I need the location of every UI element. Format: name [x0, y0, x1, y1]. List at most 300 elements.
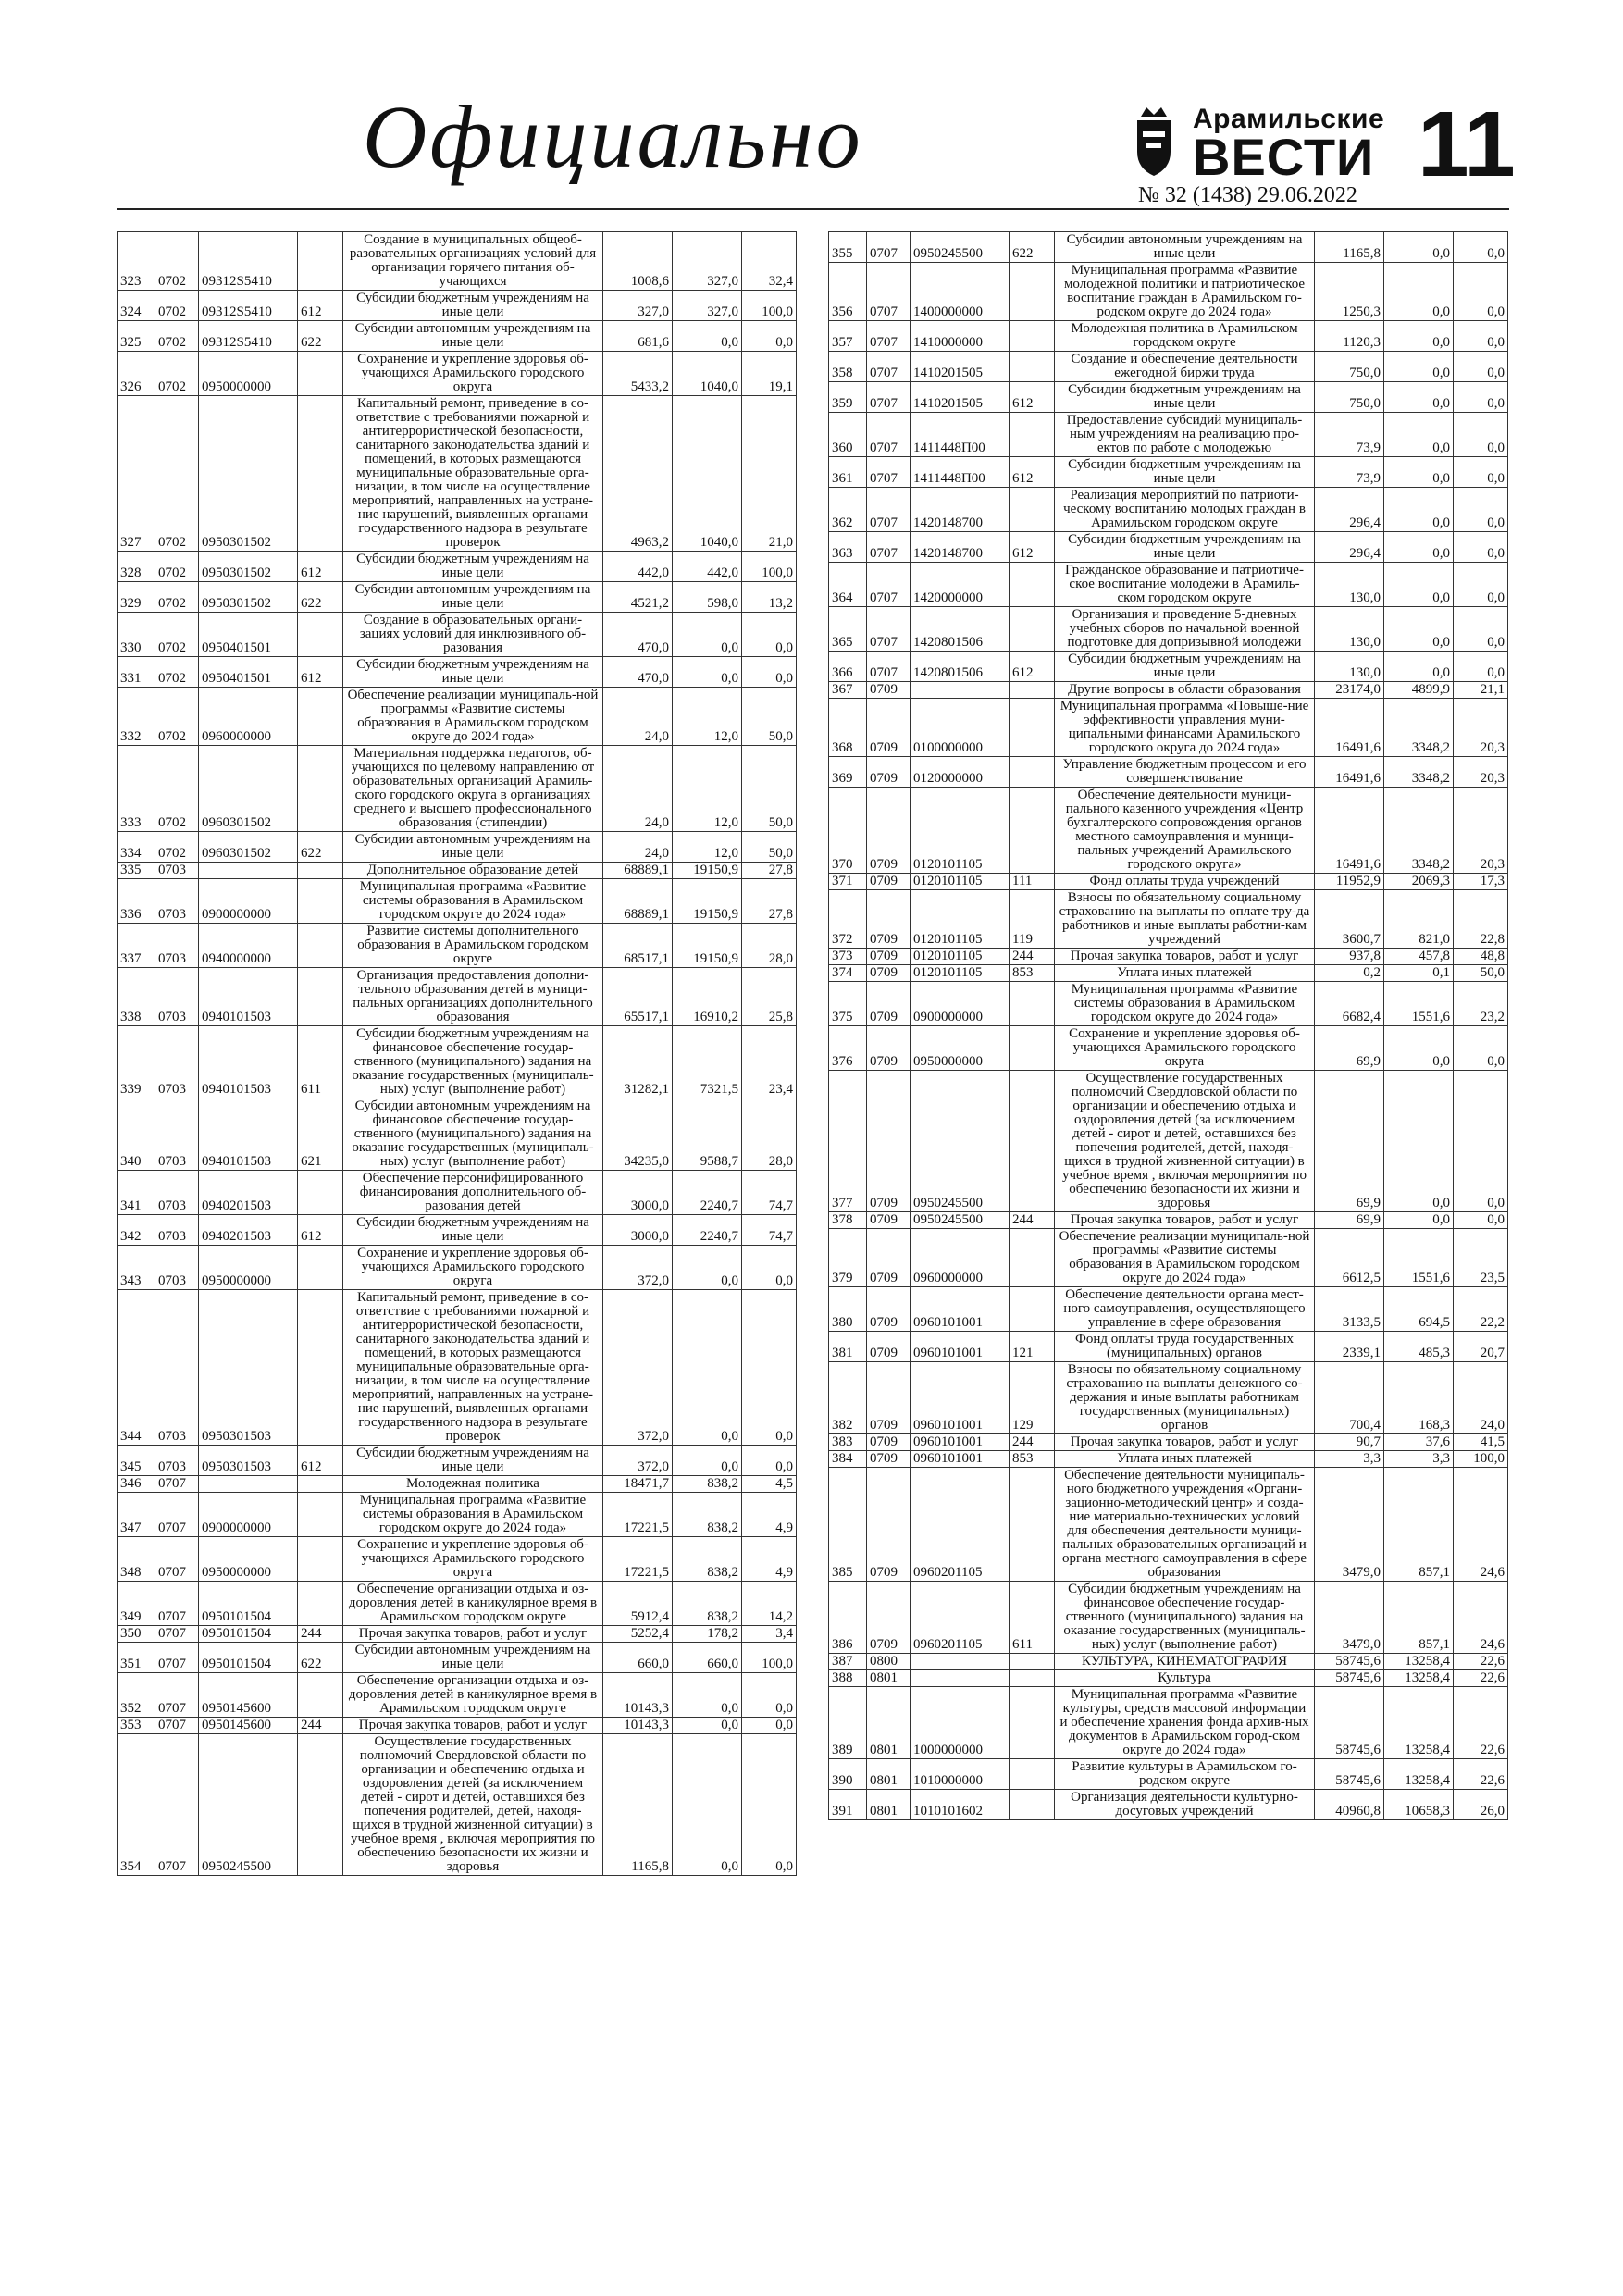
row-number: 333 [118, 746, 155, 832]
section-code: 0709 [867, 1071, 911, 1212]
row-number: 332 [118, 688, 155, 746]
table-row [118, 968, 797, 1026]
planned-amount: 3000,0 [603, 1171, 673, 1215]
row-number: 339 [118, 1026, 155, 1098]
item-name: Муниципальная программа «Развитие культуры, средств массовой информации и обеспечение хранения фонда архив-ных документов в Арамильском город-ском округе до 2024 года» [1055, 1687, 1315, 1759]
table-row [118, 1643, 797, 1673]
planned-amount: 10143,3 [603, 1673, 673, 1718]
expense-type: 622 [298, 832, 343, 863]
planned-amount: 16491,6 [1315, 699, 1384, 757]
target-code: 0900000000 [199, 1493, 298, 1537]
planned-amount: 17221,5 [603, 1493, 673, 1537]
section-code: 0703 [155, 1446, 199, 1476]
execution-percent: 28,0 [742, 924, 797, 968]
section-code: 0709 [867, 1332, 911, 1362]
target-code: 0950245500 [911, 232, 1010, 263]
expense-type: 612 [1010, 652, 1055, 682]
section-code: 0707 [867, 232, 911, 263]
planned-amount: 470,0 [603, 613, 673, 657]
item-name: КУЛЬТУРА, КИНЕМАТОГРАФИЯ [1055, 1654, 1315, 1670]
item-name: Субсидии бюджетным учреждениям на финансовое обеспечение государ-ственного (муниципального) задания на оказание государственных (муниципаль-ных) услуг (выполнение работ) [1055, 1582, 1315, 1654]
execution-percent: 17,3 [1454, 874, 1508, 890]
item-name: Обеспечение деятельности органа мест-ного самоуправления, осуществляющего управление в сфере образования [1055, 1287, 1315, 1332]
target-code: 0900000000 [199, 879, 298, 924]
execution-percent: 0,0 [742, 613, 797, 657]
execution-percent: 74,7 [742, 1215, 797, 1246]
target-code: 0960000000 [199, 688, 298, 746]
section-code: 0709 [867, 1212, 911, 1229]
execution-percent: 23,2 [1454, 982, 1508, 1026]
planned-amount: 31282,1 [603, 1026, 673, 1098]
item-name: Муниципальная программа «Развитие молодежной политики и патриотическое воспитание граждан в Арамильском го-родском округе до 2024 года» [1055, 263, 1315, 321]
target-code: 0120101105 [911, 874, 1010, 890]
row-number: 371 [829, 874, 867, 890]
target-code: 1411448П00 [911, 457, 1010, 488]
row-number: 352 [118, 1673, 155, 1718]
row-number: 369 [829, 757, 867, 788]
item-name: Сохранение и укрепление здоровья об-учающихся Арамильского городского округа [1055, 1026, 1315, 1071]
table-row [118, 396, 797, 552]
expense-type [298, 1171, 343, 1215]
execution-percent: 24,6 [1454, 1468, 1508, 1582]
executed-amount: 0,0 [1384, 1026, 1454, 1071]
target-code: 1420148700 [911, 532, 1010, 563]
execution-percent: 23,4 [742, 1026, 797, 1098]
planned-amount: 372,0 [603, 1446, 673, 1476]
section-code: 0709 [867, 890, 911, 949]
planned-amount: 24,0 [603, 746, 673, 832]
planned-amount: 3,3 [1315, 1451, 1384, 1468]
target-code: 1420801506 [911, 607, 1010, 652]
executed-amount: 9588,7 [673, 1098, 742, 1171]
row-number: 383 [829, 1434, 867, 1451]
page-number: 11 [1418, 93, 1516, 196]
table-row [829, 532, 1508, 563]
planned-amount: 372,0 [603, 1246, 673, 1290]
section-code: 0801 [867, 1790, 911, 1820]
expense-type [1010, 788, 1055, 874]
row-number: 382 [829, 1362, 867, 1434]
expense-type: 612 [1010, 457, 1055, 488]
expense-type: 612 [298, 1215, 343, 1246]
target-code: 0950000000 [199, 1537, 298, 1582]
item-name: Создание в муниципальных общеоб-разовательных организациях условий для организации горячего питания об-учающихся [343, 232, 603, 291]
planned-amount: 68889,1 [603, 879, 673, 924]
expense-type [298, 396, 343, 552]
item-name: Обеспечение персонифицированного финансирования дополнительного об-разования детей [343, 1171, 603, 1215]
item-name: Субсидии бюджетным учреждениям на иные цели [1055, 457, 1315, 488]
planned-amount: 34235,0 [603, 1098, 673, 1171]
execution-percent: 27,8 [742, 879, 797, 924]
row-number: 380 [829, 1287, 867, 1332]
item-name: Сохранение и укрепление здоровья об-учающихся Арамильского городского округа [343, 1537, 603, 1582]
section-code: 0702 [155, 613, 199, 657]
execution-percent: 4,9 [742, 1537, 797, 1582]
section-code: 0702 [155, 552, 199, 582]
expense-type: 612 [1010, 532, 1055, 563]
row-number: 347 [118, 1493, 155, 1537]
section-code: 0703 [155, 968, 199, 1026]
section-code: 0801 [867, 1759, 911, 1790]
item-name: Реализация мероприятий по патриоти-ческому воспитанию молодых граждан в Арамильском городском округе [1055, 488, 1315, 532]
target-code: 0960101001 [911, 1434, 1010, 1451]
item-name: Управление бюджетным процессом и его совершенствование [1055, 757, 1315, 788]
row-number: 326 [118, 352, 155, 396]
expense-type [298, 1673, 343, 1718]
target-code: 09312S5410 [199, 232, 298, 291]
execution-percent: 0,0 [1454, 321, 1508, 352]
planned-amount: 11952,9 [1315, 874, 1384, 890]
target-code: 0950101504 [199, 1643, 298, 1673]
item-name: Фонд оплаты труда учреждений [1055, 874, 1315, 890]
expense-type: 622 [1010, 232, 1055, 263]
executed-amount: 19150,9 [673, 924, 742, 968]
target-code: 0960101001 [911, 1362, 1010, 1434]
target-code: 0950401501 [199, 613, 298, 657]
item-name: Уплата иных платежей [1055, 1451, 1315, 1468]
section-code: 0709 [867, 682, 911, 699]
table-row [829, 699, 1508, 757]
table-row [829, 1790, 1508, 1820]
target-code: 0950000000 [199, 352, 298, 396]
planned-amount: 69,9 [1315, 1071, 1384, 1212]
execution-percent: 22,6 [1454, 1687, 1508, 1759]
section-code: 0707 [155, 1476, 199, 1493]
execution-percent: 0,0 [742, 1734, 797, 1876]
section-code: 0709 [867, 1434, 911, 1451]
target-code: 1411448П00 [911, 413, 1010, 457]
table-row [829, 652, 1508, 682]
expense-type [1010, 757, 1055, 788]
table-row [829, 982, 1508, 1026]
execution-percent: 3,4 [742, 1626, 797, 1643]
target-code: 1410000000 [911, 321, 1010, 352]
left-column [117, 231, 797, 1876]
execution-percent: 25,8 [742, 968, 797, 1026]
row-number: 388 [829, 1670, 867, 1687]
target-code: 0940201503 [199, 1171, 298, 1215]
table-row [829, 232, 1508, 263]
item-name: Взносы по обязательному социальному страхованию на выплаты денежного со-держания и иные выплаты работникам государственных (муниципальных) органов [1055, 1362, 1315, 1434]
section-code: 0707 [155, 1643, 199, 1673]
target-code: 0940101503 [199, 1026, 298, 1098]
executed-amount: 37,6 [1384, 1434, 1454, 1451]
table-row [829, 321, 1508, 352]
planned-amount: 1008,6 [603, 232, 673, 291]
planned-amount: 3133,5 [1315, 1287, 1384, 1332]
target-code: 0950145600 [199, 1673, 298, 1718]
section-code: 0707 [867, 352, 911, 382]
executed-amount: 838,2 [673, 1493, 742, 1537]
target-code: 0950301503 [199, 1446, 298, 1476]
section-code: 0707 [867, 263, 911, 321]
table-row [118, 1673, 797, 1718]
execution-percent: 27,8 [742, 863, 797, 879]
section-code: 0707 [867, 413, 911, 457]
planned-amount: 130,0 [1315, 607, 1384, 652]
executed-amount: 0,0 [673, 1718, 742, 1734]
expense-type [1010, 1759, 1055, 1790]
execution-percent: 23,5 [1454, 1229, 1508, 1287]
section-code: 0709 [867, 1582, 911, 1654]
expense-type [1010, 1654, 1055, 1670]
row-number: 343 [118, 1246, 155, 1290]
planned-amount: 700,4 [1315, 1362, 1384, 1434]
execution-percent: 21,1 [1454, 682, 1508, 699]
table-row [118, 1718, 797, 1734]
item-name: Субсидии бюджетным учреждениям на иные цели [343, 1215, 603, 1246]
section-code: 0707 [867, 532, 911, 563]
item-name: Субсидии автономным учреждениям на иные цели [343, 832, 603, 863]
section-code: 0709 [867, 965, 911, 982]
planned-amount: 937,8 [1315, 949, 1384, 965]
section-code: 0702 [155, 232, 199, 291]
table-row [118, 552, 797, 582]
target-code: 0950301502 [199, 582, 298, 613]
table-row [829, 788, 1508, 874]
expense-type [1010, 352, 1055, 382]
table-row [118, 879, 797, 924]
table-row [118, 832, 797, 863]
execution-percent: 22,6 [1454, 1670, 1508, 1687]
executed-amount: 0,0 [673, 1673, 742, 1718]
execution-percent: 100,0 [742, 291, 797, 321]
target-code: 1400000000 [911, 263, 1010, 321]
planned-amount: 17221,5 [603, 1537, 673, 1582]
planned-amount: 40960,8 [1315, 1790, 1384, 1820]
executed-amount: 1551,6 [1384, 1229, 1454, 1287]
planned-amount: 23174,0 [1315, 682, 1384, 699]
expense-type [298, 924, 343, 968]
executed-amount: 821,0 [1384, 890, 1454, 949]
expense-type: 121 [1010, 1332, 1055, 1362]
target-code: 1000000000 [911, 1687, 1010, 1759]
target-code: 0950301502 [199, 552, 298, 582]
item-name: Дополнительное образование детей [343, 863, 603, 879]
item-name: Обеспечение реализации муниципаль-ной программы «Развитие системы образования в Арамильском городском округе до 2024 года» [343, 688, 603, 746]
executed-amount: 13258,4 [1384, 1687, 1454, 1759]
expense-type: 622 [298, 1643, 343, 1673]
section-code: 0702 [155, 657, 199, 688]
expense-type: 244 [298, 1626, 343, 1643]
expense-type: 611 [1010, 1582, 1055, 1654]
row-number: 387 [829, 1654, 867, 1670]
execution-percent: 24,0 [1454, 1362, 1508, 1434]
target-code: 0950101504 [199, 1582, 298, 1626]
item-name: Молодежная политика в Арамильском городском округе [1055, 321, 1315, 352]
table-row [118, 746, 797, 832]
section-code: 0707 [155, 1718, 199, 1734]
target-code: 0950301502 [199, 396, 298, 552]
table-row [118, 1734, 797, 1876]
executed-amount: 857,1 [1384, 1468, 1454, 1582]
target-code: 0950101504 [199, 1626, 298, 1643]
executed-amount: 0,0 [673, 613, 742, 657]
planned-amount: 16491,6 [1315, 788, 1384, 874]
table-row [118, 657, 797, 688]
section-code: 0707 [155, 1537, 199, 1582]
execution-percent: 0,0 [1454, 563, 1508, 607]
planned-amount: 69,9 [1315, 1026, 1384, 1071]
table-row [829, 1434, 1508, 1451]
row-number: 348 [118, 1537, 155, 1582]
execution-percent: 32,4 [742, 232, 797, 291]
item-name: Субсидии автономным учреждениям на иные цели [343, 1643, 603, 1673]
item-name: Обеспечение организации отдыха и оз-доровления детей в каникулярное время в Арамильском городском округе [343, 1673, 603, 1718]
row-number: 325 [118, 321, 155, 352]
row-number: 368 [829, 699, 867, 757]
table-row [829, 1071, 1508, 1212]
execution-percent: 41,5 [1454, 1434, 1508, 1451]
executed-amount: 10658,3 [1384, 1790, 1454, 1820]
execution-percent: 0,0 [1454, 263, 1508, 321]
table-row [118, 1446, 797, 1476]
section-code: 0707 [867, 457, 911, 488]
row-number: 323 [118, 232, 155, 291]
executed-amount: 857,1 [1384, 1582, 1454, 1654]
execution-percent: 19,1 [742, 352, 797, 396]
execution-percent: 0,0 [742, 1446, 797, 1476]
table-row [829, 1212, 1508, 1229]
execution-percent: 0,0 [1454, 232, 1508, 263]
table-row [118, 321, 797, 352]
row-number: 385 [829, 1468, 867, 1582]
target-code: 0120000000 [911, 757, 1010, 788]
planned-amount: 3000,0 [603, 1215, 673, 1246]
row-number: 335 [118, 863, 155, 879]
expense-type [298, 613, 343, 657]
planned-amount: 73,9 [1315, 413, 1384, 457]
expense-type [298, 879, 343, 924]
expense-type [1010, 413, 1055, 457]
executed-amount: 16910,2 [673, 968, 742, 1026]
expense-type: 612 [298, 291, 343, 321]
item-name: Организация предоставления дополни-тельного образования детей в муници-пальных организациях дополнительного образования [343, 968, 603, 1026]
row-number: 351 [118, 1643, 155, 1673]
executed-amount: 457,8 [1384, 949, 1454, 965]
executed-amount: 838,2 [673, 1582, 742, 1626]
item-name: Сохранение и укрепление здоровья об-учающихся Арамильского городского округа [343, 1246, 603, 1290]
planned-amount: 58745,6 [1315, 1759, 1384, 1790]
executed-amount: 3348,2 [1384, 699, 1454, 757]
row-number: 329 [118, 582, 155, 613]
row-number: 337 [118, 924, 155, 968]
execution-percent: 0,0 [742, 1718, 797, 1734]
execution-percent: 0,0 [742, 1290, 797, 1446]
target-code: 0950245500 [911, 1071, 1010, 1212]
section-code: 0707 [155, 1626, 199, 1643]
planned-amount: 10143,3 [603, 1718, 673, 1734]
item-name: Муниципальная программа «Развитие системы образования в Арамильском городском округе до 2024 года» [1055, 982, 1315, 1026]
row-number: 378 [829, 1212, 867, 1229]
planned-amount: 58745,6 [1315, 1670, 1384, 1687]
section-code: 0709 [867, 1026, 911, 1071]
item-name: Муниципальная программа «Развитие системы образования в Арамильском городском округе до 2024 года» [343, 1493, 603, 1537]
executed-amount: 0,0 [1384, 382, 1454, 413]
execution-percent: 20,7 [1454, 1332, 1508, 1362]
expense-type: 111 [1010, 874, 1055, 890]
table-row [118, 1476, 797, 1493]
executed-amount: 178,2 [673, 1626, 742, 1643]
planned-amount: 1165,8 [1315, 232, 1384, 263]
section-code: 0702 [155, 352, 199, 396]
expense-type [1010, 1670, 1055, 1687]
expense-type [1010, 1071, 1055, 1212]
planned-amount: 3479,0 [1315, 1468, 1384, 1582]
section-code: 0702 [155, 746, 199, 832]
expense-type [1010, 982, 1055, 1026]
planned-amount: 58745,6 [1315, 1654, 1384, 1670]
item-name: Другие вопросы в области образования [1055, 682, 1315, 699]
row-number: 340 [118, 1098, 155, 1171]
table-row [829, 1229, 1508, 1287]
section-code: 0702 [155, 582, 199, 613]
table-row [829, 563, 1508, 607]
row-number: 357 [829, 321, 867, 352]
section-code: 0707 [867, 321, 911, 352]
section-code: 0703 [155, 1290, 199, 1446]
item-name: Организация деятельности культурно-досуговых учреждений [1055, 1790, 1315, 1820]
table-row [829, 1582, 1508, 1654]
section-code: 0709 [867, 1229, 911, 1287]
target-code: 0950401501 [199, 657, 298, 688]
item-name: Обеспечение организации отдыха и оз-доровления детей в каникулярное время в Арамильском городском округе [343, 1582, 603, 1626]
expense-type [298, 863, 343, 879]
table-row [829, 352, 1508, 382]
table-row [118, 1215, 797, 1246]
execution-percent: 0,0 [1454, 1071, 1508, 1212]
executed-amount: 0,0 [1384, 488, 1454, 532]
planned-amount: 6682,4 [1315, 982, 1384, 1026]
executed-amount: 0,1 [1384, 965, 1454, 982]
section-code: 0703 [155, 1215, 199, 1246]
item-name: Субсидии бюджетным учреждениям на иные цели [1055, 652, 1315, 682]
planned-amount: 750,0 [1315, 352, 1384, 382]
section-code: 0703 [155, 1026, 199, 1098]
section-code: 0703 [155, 1098, 199, 1171]
table-row [829, 1759, 1508, 1790]
target-code [911, 682, 1010, 699]
executed-amount: 0,0 [1384, 457, 1454, 488]
item-name: Обеспечение деятельности муниципаль-ного бюджетного учреждения «Органи-зационно-методический центр» и созда-ние материально-технических условий для обеспечения деятельности муници-пальных образовательных организаций и органа местного самоуправления в сфере образования [1055, 1468, 1315, 1582]
execution-percent: 0,0 [1454, 1212, 1508, 1229]
table-row [829, 1332, 1508, 1362]
execution-percent: 4,5 [742, 1476, 797, 1493]
section-code: 0702 [155, 688, 199, 746]
item-name: Создание в образовательных органи-зациях условий для инклюзивного об-разования [343, 613, 603, 657]
target-code [199, 1476, 298, 1493]
executed-amount: 3348,2 [1384, 757, 1454, 788]
executed-amount: 0,0 [1384, 563, 1454, 607]
execution-percent: 13,2 [742, 582, 797, 613]
section-code: 0707 [155, 1673, 199, 1718]
table-row [829, 413, 1508, 457]
table-row [829, 1468, 1508, 1582]
table-row [118, 1582, 797, 1626]
table-row [829, 757, 1508, 788]
executed-amount: 598,0 [673, 582, 742, 613]
table-row [829, 874, 1508, 890]
section-code: 0707 [155, 1582, 199, 1626]
expense-type [1010, 321, 1055, 352]
row-number: 342 [118, 1215, 155, 1246]
expense-type [298, 1493, 343, 1537]
planned-amount: 5252,4 [603, 1626, 673, 1643]
planned-amount: 442,0 [603, 552, 673, 582]
execution-percent: 28,0 [742, 1098, 797, 1171]
expense-type [298, 232, 343, 291]
expense-type: 244 [298, 1718, 343, 1734]
